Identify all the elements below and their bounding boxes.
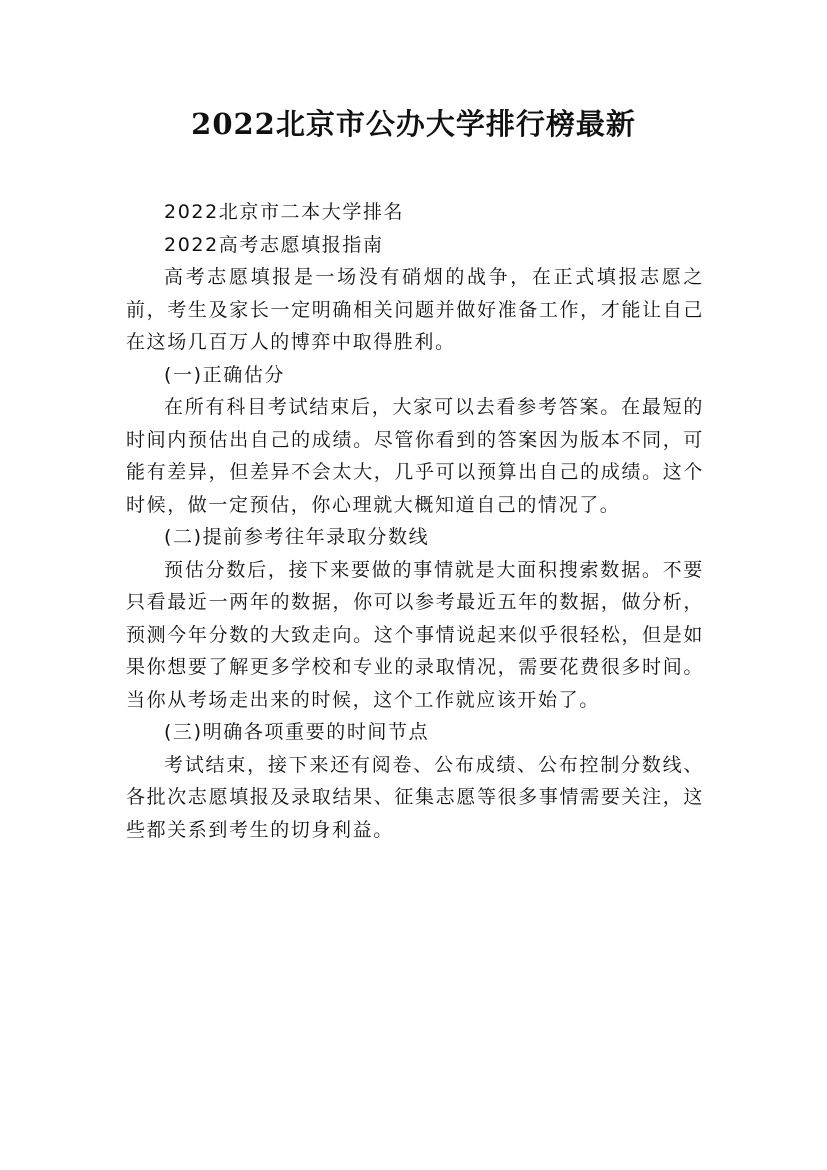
document-title: 2022北京市公办大学排行榜最新 <box>191 107 636 141</box>
paragraph-intro: 高考志愿填报是一场没有硝烟的战争，在正式填报志愿之前，考生及家长一定明确相关问题并做好准备工作，才能让自己在这场几百万人的博弈中取得胜利。 <box>126 266 704 353</box>
section-heading-3: (三)明确各项重要的时间节点 <box>164 721 430 743</box>
paragraph-subtitle-ranking: 2022北京市二本大学排名 <box>164 201 405 223</box>
document-body <box>126 196 704 846</box>
paragraph-section-3: 考试结束，接下来还有阅卷、公布成绩、公布控制分数线、各批次志愿填报及录取结果、征集志愿等很多事情需要关注，这些都关系到考生的切身利益。 <box>126 753 704 841</box>
paragraph-subtitle-guide: 2022高考志愿填报指南 <box>164 233 384 256</box>
section-heading-2: (二)提前参考往年录取分数线 <box>164 526 430 548</box>
paragraph-section-1: 在所有科目考试结束后，大家可以去看参考答案。在最短的时间内预估出自己的成绩。尽管你看到的答案因为版本不同，可能有差异，但差异不会太大，几乎可以预算出自己的成绩。这个时候，做一定预估，你心理就大概知道自己的情况了。 <box>126 396 704 516</box>
paragraph-section-2: 预估分数后，接下来要做的事情就是大面积搜索数据。不要只看最近一两年的数据，你可以参考最近五年的数据，做分析，预测今年分数的大致走向。这个事情说起来似乎很轻松，但是如果你想要了解更多学校和专业的录取情况，需要花费很多时间。当你从考场走出来的时候，这个工作就应该开始了。 <box>126 558 704 711</box>
section-heading-1: (一)正确估分 <box>164 363 286 386</box>
